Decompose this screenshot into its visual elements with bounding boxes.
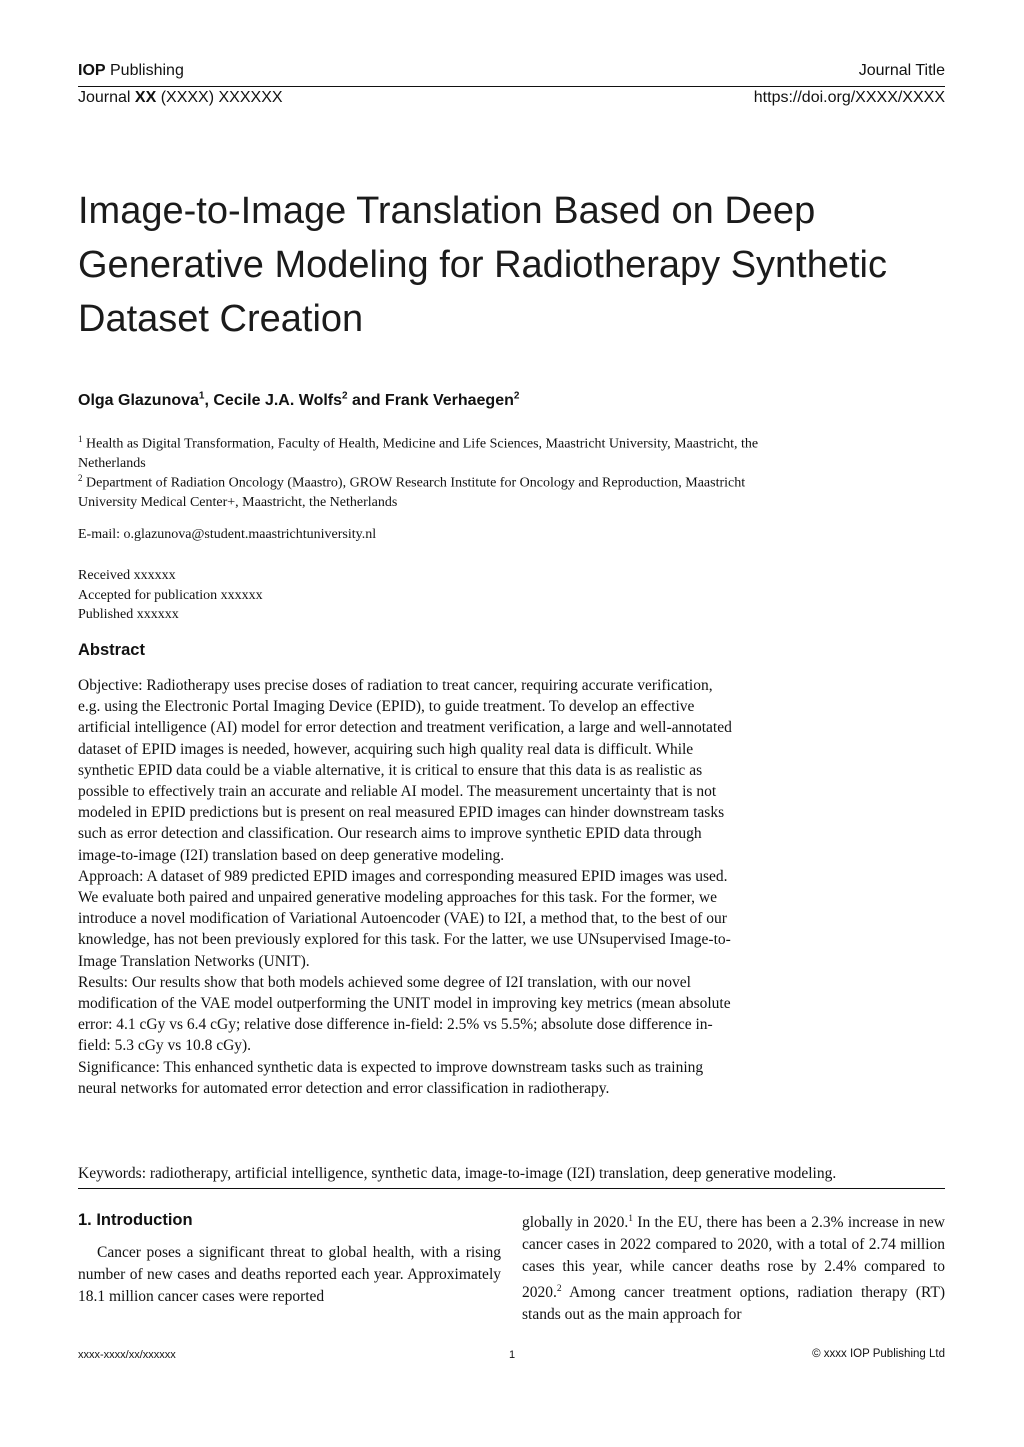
author-separator: and [347, 392, 385, 410]
author-affil-mark: 1 [198, 391, 205, 402]
journal-title: Journal Title [858, 62, 945, 79]
author-name: Frank Verhaegen [384, 392, 514, 410]
copyright: © xxxx IOP Publishing Ltd [812, 1348, 945, 1360]
article-code: xxxx-xxxx/xx/xxxxxx [78, 1349, 176, 1361]
author-name: Cecile J.A. Wolfs [213, 392, 343, 410]
affiliation-mark: 2 [78, 473, 83, 483]
intro-text: Among cancer treatment options, radiation therapy (RT) stands out as the main approach for [522, 1284, 945, 1324]
contact-email[interactable]: E-mail: o.glazunova@student.maastrichtuniversity.nl [78, 527, 377, 542]
affiliation-mark: 1 [78, 434, 83, 444]
author [213, 392, 385, 409]
header-rule [78, 86, 945, 87]
intro-text: globally in 2020. [522, 1214, 629, 1232]
publication-dates [78, 566, 263, 625]
affiliation-text: Health as Digital Transformation, Faculty of Health, Medicine and Life Sciences, Maastricht University, Maastricht, the Netherlands [78, 436, 759, 472]
affiliation [78, 469, 798, 513]
abstract-significance: Significance: This enhanced synthetic data is expected to improve downstream tasks such as training neural networks for automated error detection and error classification in radiotherapy. [78, 1058, 704, 1097]
author-affil-mark: 2 [342, 391, 348, 402]
abstract-objective: Objective: Radiotherapy uses precise doses of radiation to treat cancer, requiring accurate verification, e.g. using the Electronic Portal Imaging Device (EPID), to guide treatment. To develop an effective artificial intelligence (AI) model for error detection and treatment verification, a large and well-annotated dataset of EPID images is needed, however, acquiring such high quality real data is difficult. While synthetic EPID data could be a viable alternative, it is critical to ensure that this data is as realistic as possible to effectively train an accurate and reliable AI model. The measurement uncertainty that is not modeled in EPID predictions but is present on real measured EPID images can hinder downstream tasks such as error detection and classification. Our research aims to improve synthetic EPID data through image-to-image (I2I) translation based on deep generative modeling. [78, 677, 732, 864]
publisher-name-rest: Publishing [105, 62, 184, 79]
published-date: Published xxxxxx [78, 607, 179, 622]
abstract-body [78, 675, 738, 1099]
citation-mark[interactable]: 2 [556, 1284, 562, 1295]
intro-text: In the EU, there has been a 2.3% increase in new cancer cases in 2022 compared to 2020, with a total of 2.74 million cases this year, while cancer deaths rose by 2.4% compared to 2020. [522, 1214, 945, 1302]
author-list [78, 391, 519, 410]
affiliation-text: Department of Radiation Oncology (Maastro), GROW Research Institute for Oncology and Reproduction, Maastricht University Medical Center+, Maastricht, the Netherlands [78, 475, 746, 511]
author [78, 392, 213, 409]
section-heading-introduction: 1. Introduction [78, 1211, 193, 1229]
doi-link[interactable]: https://doi.org/XXXX/XXXX [753, 89, 945, 106]
journal-suffix: (XXXX) XXXXXX [156, 89, 283, 106]
citation-mark[interactable]: 1 [628, 1214, 634, 1224]
publisher-name-bold: IOP [78, 62, 106, 79]
intro-column-right [522, 1208, 945, 1326]
abstract-heading: Abstract [78, 641, 145, 659]
author [385, 392, 520, 409]
abstract-results: Results: Our results show that both models achieved some degree of I2I translation, with our novel modification of the VAE model outperforming the UNIT model in improving key metrics (mean absolute error: 4.1 cGy vs 6.4 cGy; relative dose difference in-field: 2.5% vs 5.5%; absolute dose difference in-field: 5.3 cGy vs 10.8 cGy). [78, 973, 731, 1055]
affiliation [78, 430, 798, 474]
keywords-rule [78, 1188, 945, 1189]
paper-title: Image-to-Image Translation Based on Deep Generative Modeling for Radiotherapy Synthetic Dataset Creation [78, 190, 888, 340]
journal-citation [78, 89, 283, 107]
publisher-name [78, 62, 184, 80]
abstract-approach: Approach: A dataset of 989 predicted EPID images and corresponding measured EPID images was used. We evaluate both paired and unpaired generative modeling approaches for this task. For the former, we introduce a novel modification of Variational Autoencoder (VAE) to I2I, a method that, to the best of our knowledge, has not been previously explored for this task. For the latter, we use UNsupervised Image-to-Image Translation Networks (UNIT). [78, 867, 731, 970]
keywords: Keywords: radiotherapy, artificial intelligence, synthetic data, image-to-image (I2I) translation, deep generative modeling. [78, 1165, 837, 1182]
accepted-date: Accepted for publication xxxxxx [78, 587, 263, 603]
received-date: Received xxxxxx [78, 568, 176, 583]
author-separator: , [204, 392, 214, 410]
journal-prefix: Journal [78, 89, 135, 106]
journal-volume: XX [134, 89, 157, 106]
intro-column-left: Cancer poses a significant threat to global health, with a rising number of new cases and deaths reported each year. Approximately 18.1 million cancer cases were reported [78, 1244, 501, 1305]
page-number: 1 [509, 1349, 516, 1361]
author-affil-mark: 2 [513, 391, 520, 402]
author-name: Olga Glazunova [78, 392, 199, 410]
